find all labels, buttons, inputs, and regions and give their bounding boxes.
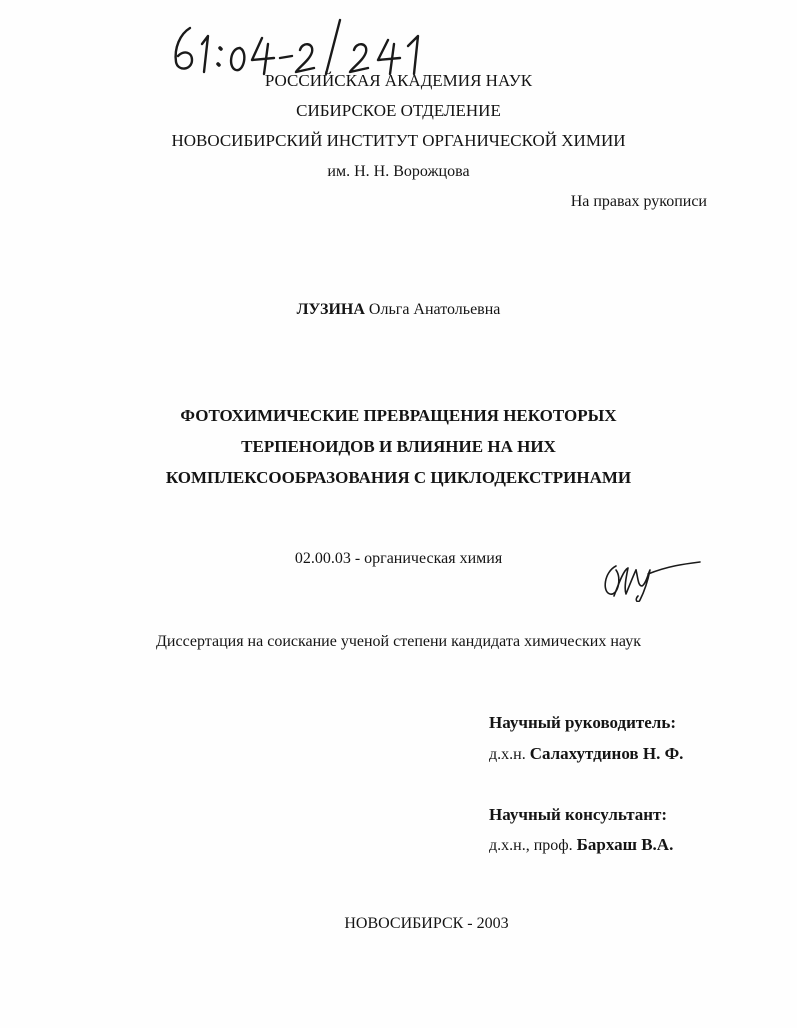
author-given-names: Ольга Анатольевна: [368, 301, 501, 318]
consultant-name: Бархаш В.А.: [576, 835, 674, 854]
author-signature: [598, 556, 702, 602]
consultant-label: Научный консультант:: [489, 805, 668, 824]
author-surname: ЛУЗИНА: [296, 301, 365, 318]
supervisor-name: Салахутдинов Н. Ф.: [529, 744, 684, 763]
branch-name: СИБИРСКОЕ ОТДЕЛЕНИЕ: [296, 101, 501, 120]
thesis-title-line-1: ФОТОХИМИЧЕСКИЕ ПРЕВРАЩЕНИЯ НЕКОТОРЫХ: [180, 406, 617, 425]
consultant-line: [489, 835, 673, 856]
supervisor-label: Научный руководитель:: [489, 713, 676, 732]
handwritten-archive-number: [168, 14, 458, 76]
institute-name: НОВОСИБИРСКИЙ ИНСТИТУТ ОРГАНИЧЕСКОЙ ХИМИИ: [171, 131, 626, 150]
manuscript-rights-note: На правах рукописи: [570, 193, 707, 210]
supervisor-line: [489, 744, 683, 765]
institute-named-after: им. Н. Н. Ворожцова: [327, 163, 470, 180]
thesis-title-line-3: КОМПЛЕКСООБРАЗОВАНИЯ С ЦИКЛОДЕКСТРИНАМИ: [165, 468, 632, 487]
specialty-code: 02.00.03 - органическая химия: [294, 550, 503, 567]
author-line: [0, 300, 797, 320]
supervisor-degree: д.х.н.: [489, 746, 526, 763]
academy-name: РОССИЙСКАЯ АКАДЕМИЯ НАУК: [264, 71, 533, 90]
city-year: НОВОСИБИРСК - 2003: [344, 915, 509, 932]
thesis-title-line-2: ТЕРПЕНОИДОВ И ВЛИЯНИЕ НА НИХ: [241, 437, 556, 456]
degree-statement: Диссертация на соискание ученой степени кандидата химических наук: [156, 633, 641, 650]
consultant-degree: д.х.н., проф.: [489, 837, 573, 854]
